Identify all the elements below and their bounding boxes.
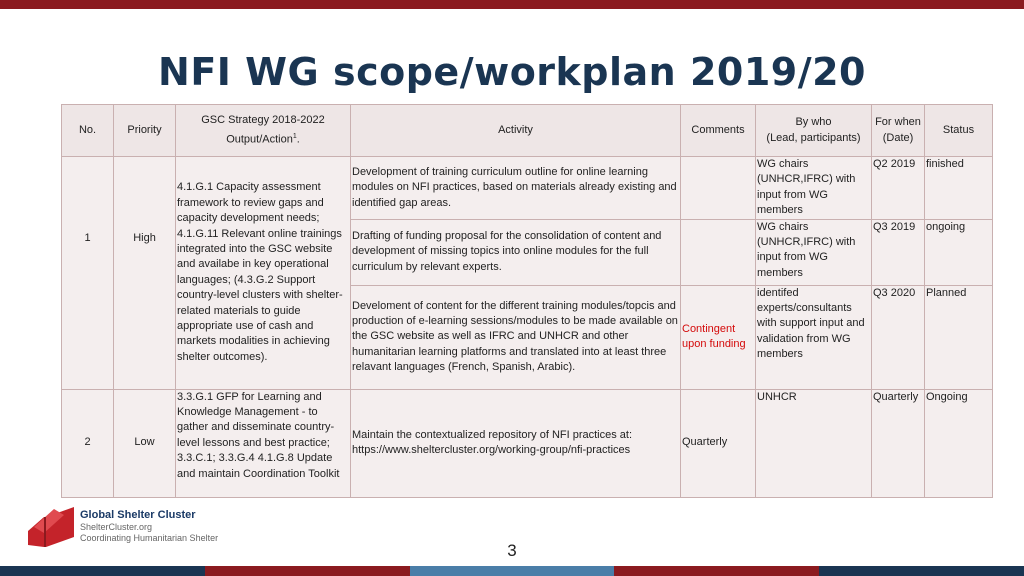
header-when-line2: (Date) — [882, 131, 914, 144]
status-cell: Ongoing — [925, 389, 993, 497]
header-gsc-footnote: 1 — [292, 132, 297, 140]
priority-cell — [114, 157, 176, 390]
header-priority: Priority — [114, 105, 176, 157]
page-number: 3 — [507, 541, 517, 560]
header-by-who — [756, 105, 872, 157]
for-when-cell: Quarterly — [872, 389, 925, 497]
for-when-cell: Q3 2019 — [872, 219, 925, 285]
top-accent-bar — [0, 0, 1024, 9]
org-tagline: Coordinating Humanitarian Shelter — [80, 533, 219, 543]
activity-cell: Development of training curriculum outline for online learning modules on NFI practices, based on materials already existing and identified gap areas. — [351, 157, 681, 220]
gsc-strategy-cell: 3.3.G.1 GFP for Learning and Knowledge Management - to gather and disseminate country-level lessons and best practice; 3.3.C.1; 3.3.G.4 4.1.G.8 Update and maintain Coordination Toolkit — [176, 389, 351, 497]
footer-segment — [205, 566, 410, 576]
header-when-line1: For when — [875, 116, 921, 129]
status-cell: Planned — [925, 285, 993, 389]
header-row — [62, 105, 993, 157]
header-gsc-strategy — [176, 105, 351, 157]
header-gsc-suffix: . — [296, 133, 300, 146]
comments-cell — [681, 157, 756, 220]
row-number: 1 — [84, 232, 91, 245]
header-by-who-line1: By who — [795, 116, 832, 129]
footer-segment — [0, 566, 205, 576]
by-who-cell: WG chairs (UNHCR,IFRC) with input from WG members — [756, 219, 872, 285]
header-no: No. — [62, 105, 114, 157]
header-comments: Comments — [681, 105, 756, 157]
table-row — [62, 157, 993, 220]
activity-cell: Develoment of content for the different training modules/topcis and production of e-learning sessions/modules to be made available on the GSC website as well as IFRC and UNHCR and other humanitarian learning platforms and translated into at least three relavant languages (French, Spanish, Arabic). — [351, 285, 681, 389]
status-cell: ongoing — [925, 219, 993, 285]
comments-cell — [681, 219, 756, 285]
by-who-cell: WG chairs (UNHCR,IFRC) with input from WG members — [756, 157, 872, 220]
footer-segment — [614, 566, 819, 576]
by-who-cell: UNHCR — [756, 389, 872, 497]
org-name: Global Shelter Cluster — [80, 509, 196, 521]
priority-value: High — [133, 232, 156, 245]
header-gsc-line1: GSC Strategy 2018-2022 — [201, 114, 325, 127]
slide-title: NFI WG scope/workplan 2019/20 — [158, 50, 866, 94]
header-for-when — [872, 105, 925, 157]
table-row — [62, 389, 993, 497]
footer-segment — [819, 566, 1024, 576]
header-by-who-line2: (Lead, participants) — [766, 131, 861, 144]
comments-cell-contingent: Contingent upon funding — [681, 285, 756, 389]
comments-cell: Quarterly — [681, 389, 756, 497]
status-cell: finished — [925, 157, 993, 220]
header-gsc-line2: Output/Action — [226, 133, 293, 146]
row-number: 2 — [62, 389, 114, 497]
for-when-cell: Q2 2019 — [872, 157, 925, 220]
activity-cell: Maintain the contextualized repository of NFI practices at: https://www.sheltercluster.org/working-group/nfi-practices — [351, 389, 681, 497]
org-url[interactable]: ShelterCluster.org — [80, 522, 153, 532]
workplan-table — [61, 104, 993, 498]
header-activity: Activity — [351, 105, 681, 157]
for-when-cell: Q3 2020 — [872, 285, 925, 389]
activity-cell: Drafting of funding proposal for the consolidation of content and development of missing topics into online modules for the full curriculum by relevant experts. — [351, 219, 681, 285]
footer-color-bar — [0, 566, 1024, 576]
header-status: Status — [925, 105, 993, 157]
row-number-cell — [62, 157, 114, 390]
priority-value: Low — [114, 389, 176, 497]
gsc-strategy-cell: 4.1.G.1 Capacity assessment framework to review gaps and capacity development needs; 4.1.G.11 Relevant online trainings integrated into the GSC website and availabe in key operational languages; (4.3.G.2 Support country-level clusters with shelter-related materials to guide appropriate use of cash and markets modalities in achieving shelter outcomes). — [176, 157, 351, 390]
by-who-cell: identifed experts/consultants with support input and validation from WG members — [756, 285, 872, 389]
footer-segment — [410, 566, 615, 576]
